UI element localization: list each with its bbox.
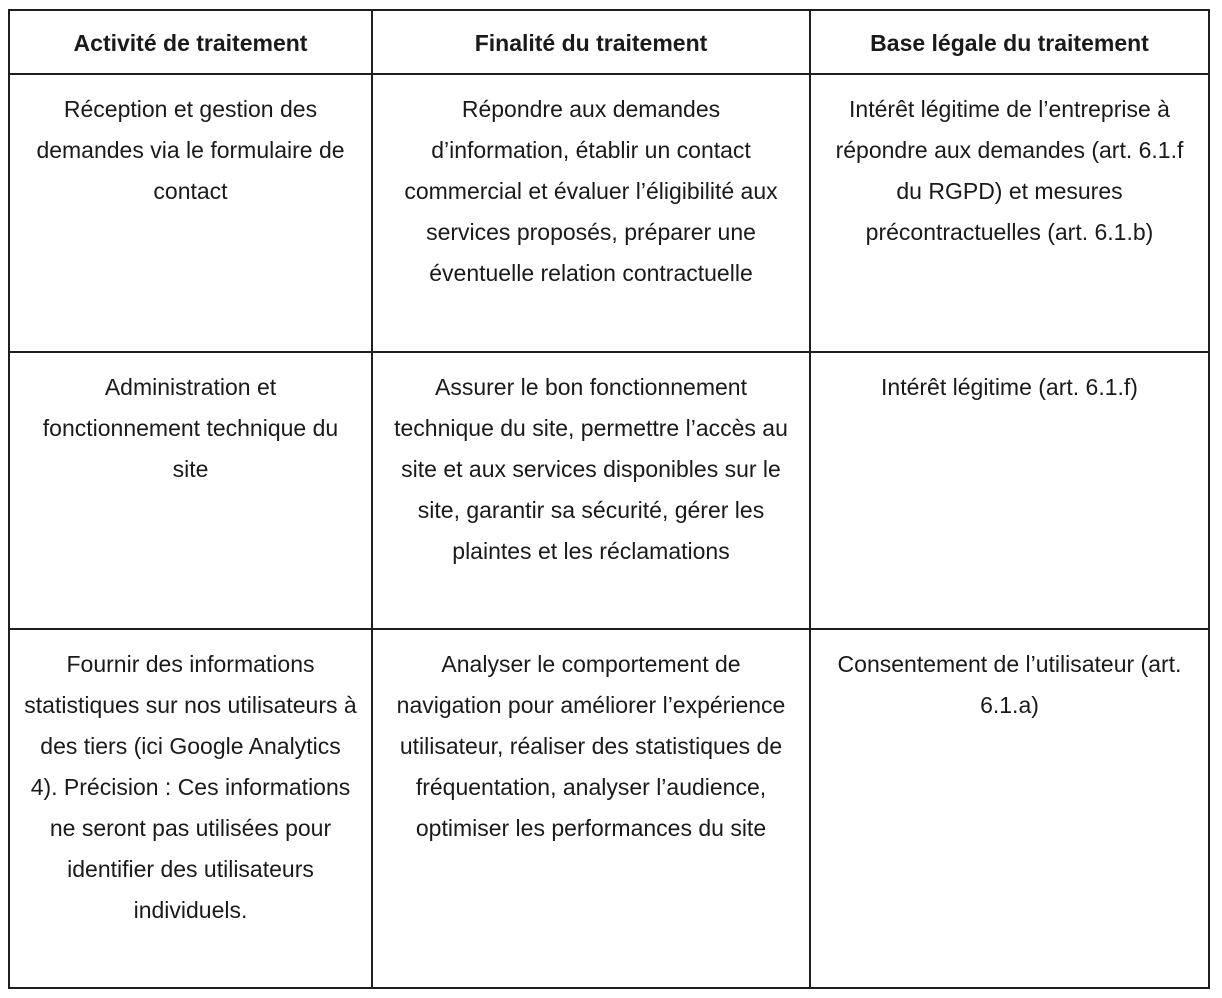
cell-activity [9,629,372,988]
processing-activities-table [8,9,1210,989]
header-processing-purpose: Finalité du traitement [372,10,810,74]
cell-purpose-text: Assurer le bon fonctionnement technique du site, permettre l’accès au site et aux services disponibles sur le site, garantir sa sécurité, gérer les plaintes et les réclamations [394,374,788,564]
cell-activity [9,352,372,629]
cell-purpose-text: Répondre aux demandes d’information, établir un contact commercial et évaluer l’éligibilité aux services proposés, préparer une éventuelle relation contractuelle [404,96,778,286]
cell-legal-basis [810,74,1209,352]
cell-legal-basis-text: Intérêt légitime de l’entreprise à répondre aux demandes (art. 6.1.f du RGPD) et mesures précontractuelles (art. 6.1.b) [835,96,1184,245]
cell-activity-text: Réception et gestion des demandes via le formulaire de contact [36,96,345,204]
cell-legal-basis-text: Consentement de l’utilisateur (art. 6.1.a) [837,651,1182,718]
cell-activity-text: Administration et fonctionnement technique du site [42,374,339,482]
table-header [9,10,1209,74]
header-legal-basis: Base légale du traitement [810,10,1209,74]
table-row [9,352,1209,629]
cell-legal-basis-text: Intérêt légitime (art. 6.1.f) [881,374,1138,400]
cell-legal-basis [810,352,1209,629]
table-row [9,74,1209,352]
cell-activity [9,74,372,352]
cell-purpose [372,352,810,629]
table-body [9,74,1209,988]
header-processing-activity: Activité de traitement [9,10,372,74]
table-row [9,629,1209,988]
cell-purpose [372,629,810,988]
cell-activity-text: Fournir des informations statistiques sur nos utilisateurs à des tiers (ici Google Analytics 4). Précision : Ces informations ne seront pas utilisées pour identifier des utilisateurs individuels. [24,651,357,923]
header-row [9,10,1209,74]
cell-purpose [372,74,810,352]
cell-legal-basis [810,629,1209,988]
cell-purpose-text: Analyser le comportement de navigation pour améliorer l’expérience utilisateur, réaliser des statistiques de fréquentation, analyser l’audience, optimiser les performances du site [396,651,786,841]
